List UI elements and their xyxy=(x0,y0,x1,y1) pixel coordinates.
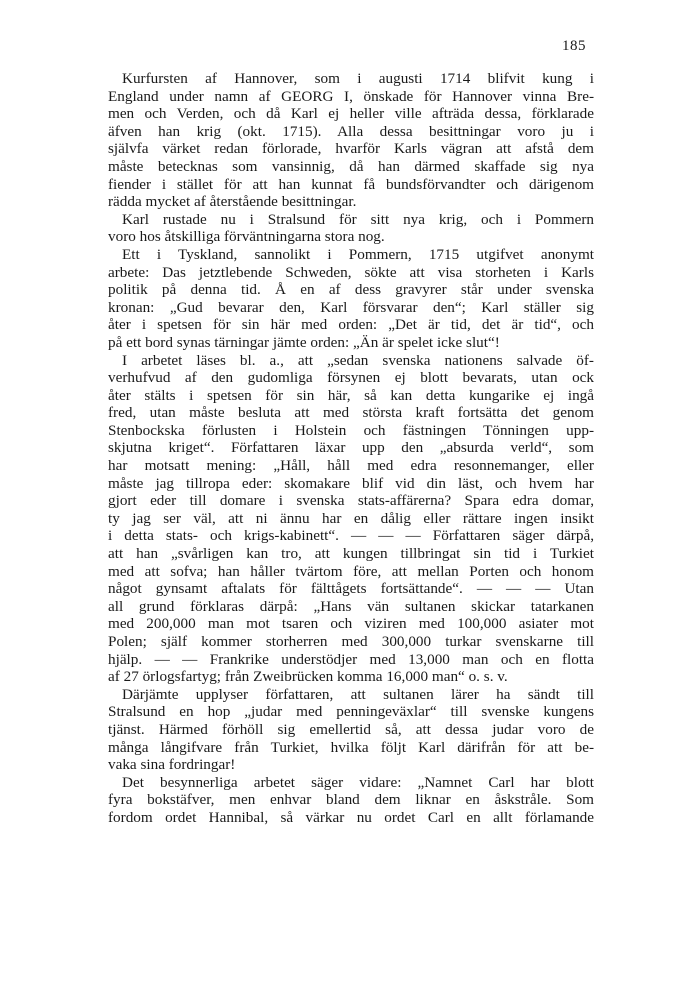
text-line: har motsatt mening: „Håll, håll med edra resonnemanger, eller xyxy=(108,457,594,475)
text-line: gjort eder till domare i svenska stats-affärerna? Spara edra domar, xyxy=(108,492,594,510)
text-body xyxy=(108,70,594,827)
text-line: åter stälts i spetsen för sin här, så kan detta kungarike ej ingå xyxy=(108,386,594,404)
text-line: verhufvud af den gudomliga försynen ej blott bevarats, utan ock xyxy=(108,369,594,387)
text-line: Stenbockska förlusten i Holstein och fästningen Tönningen upp- xyxy=(108,421,594,439)
text-line: Ett i Tyskland, sannolikt i Pommern, 1715 utgifvet anonymt xyxy=(122,245,594,263)
text-line: Karl rustade nu i Stralsund för sitt nya krig, och i Pommern xyxy=(122,210,594,228)
text-line: fred, utan måste besluta att med största kraft fortsätta det genom xyxy=(108,404,594,422)
text-line: voro hos åtskilliga förväntningarna stora nog. xyxy=(108,228,385,246)
text-line: äfven han krig (okt. 1715). Alla dessa besittningar voro ju i xyxy=(108,122,594,140)
text-line: af 27 örlogsfartyg; från Zweibrücken komma 16,000 man“ o. s. v. xyxy=(108,668,508,686)
text-line: Kurfursten af Hannover, som i augusti 1714 blifvit kung i xyxy=(122,70,594,87)
text-line: skjutna kriget“. Författaren läxar upp den „absurda verld“, som xyxy=(108,439,594,457)
text-line: Därjämte upplyser författaren, att sultanen lärer ha sändt till xyxy=(122,685,594,703)
text-line: ty jag ser väl, att ni ännu har en dålig eller rättare ingen insikt xyxy=(108,509,594,527)
text-line: fyra bokstäfver, men enhvar bland dem liknar en åskstråle. Som xyxy=(108,791,594,809)
text-line: Det besynnerliga arbetet säger vidare: „Namnet Carl har blott xyxy=(122,773,594,791)
text-line: måste jag tillropa eder: skomakare blif vid din läst, och hvem har xyxy=(108,474,594,492)
text-line: hjälp. — — Frankrike understödjer med 13,000 man och en flotta xyxy=(108,650,594,668)
text-line: Stralsund en hop „judar med penningeväxlar“ till svenske kungens xyxy=(108,703,594,721)
text-line: rädda mycket af återstående besittningar. xyxy=(108,193,357,211)
text-line: i detta stats- och krigs-kabinett“. — — — Författaren säger därpå, xyxy=(108,527,594,545)
text-line: politik på denna tid. Å en af dess gravyrer står under svenska xyxy=(108,281,594,299)
text-line: på ett bord synas tärningar jämte orden: „Än är spelet icke slut“! xyxy=(108,333,500,351)
text-line: men och Verden, och då Karl ej heller ville afträda dessa, förklarade xyxy=(108,105,594,123)
text-line: fiender i stället för att han kunnat få bundsförvandter och därigenom xyxy=(108,175,594,193)
page-number: 185 xyxy=(562,38,586,54)
text-line: fordom ordet Hannibal, så värkar nu ordet Carl en allt förlamande xyxy=(108,808,594,826)
text-line: England under namn af GEORG I, önskade för Hannover vinna Bre- xyxy=(108,87,594,105)
text-line: med att sofva; han håller tvärtom före, att mellan Porten och honom xyxy=(108,562,594,580)
text-line: något gynsamt aftalats för fälttågets fortsättande“. — — — Utan xyxy=(108,580,594,598)
text-line: I arbetet läses bl. a., att „sedan svenska nationens salvade öf- xyxy=(122,351,594,369)
text-line: att han „svårligen kan tro, att kungen tillbringat sin tid i Turkiet xyxy=(108,545,594,563)
text-line: arbete: Das jetztlebende Schweden, sökte att visa storheten i Karls xyxy=(108,263,594,281)
text-line: kronan: „Gud bevarar den, Karl försvarar den“; Karl ställer sig xyxy=(108,298,594,316)
text-line: många långifvare från Turkiet, hvilka följt Karl därifrån för att be- xyxy=(108,738,594,756)
text-line: vaka sina fordringar! xyxy=(108,756,236,774)
text-line: Polen; själf kommer storherren med 300,000 turkar svenskarne till xyxy=(108,633,594,650)
text-line: all grund förklaras därpå: „Hans vän sultanen skickar tatarkanen xyxy=(108,597,594,615)
text-line: måste betecknas som vansinnig, då han därmed skaffade sig nya xyxy=(108,157,594,175)
text-line: självfa värket redan förlorade, hvarför Karls vägran att afstå dem xyxy=(108,140,594,158)
text-line: tjänst. Härmed förhöll sig emellertid så, att dessa judar voro de xyxy=(108,720,594,738)
text-line: åter i spetsen för sin här med orden: „Det är tid, det är tid“, och xyxy=(108,316,594,334)
text-line: med 200,000 man mot tsaren och viziren med 100,000 asiater mot xyxy=(108,615,594,633)
